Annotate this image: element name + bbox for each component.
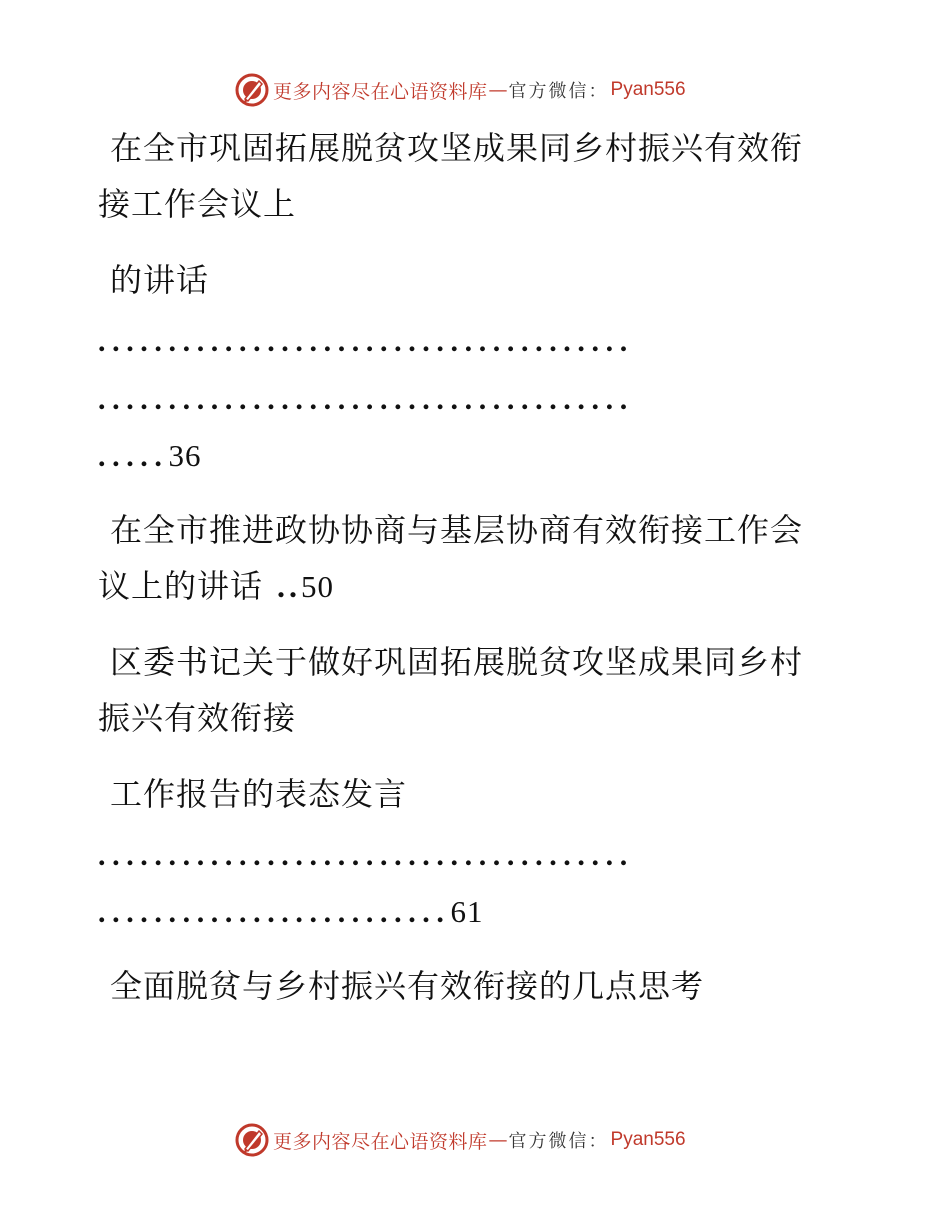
toc-entry-3-leader-1: ...................................... bbox=[98, 839, 634, 872]
toc-entry-2-title-line-2-row bbox=[98, 566, 858, 607]
toc-entry-3-leader-2-dots: ......................... bbox=[98, 896, 451, 929]
watermark-brand: 更多内容尽在心语资料库 bbox=[273, 80, 488, 103]
watermark-header bbox=[235, 72, 686, 108]
watermark-official-label: 官方微信： bbox=[508, 1131, 609, 1152]
toc-entry-3-title-line-1: 区委书记关于做好巩固拓展脱贫攻坚成果同乡村 bbox=[110, 643, 804, 681]
toc-entry-1-leader-1: ...................................... bbox=[98, 325, 634, 358]
toc-entry-1-title-line-2: 接工作会议上 bbox=[98, 185, 297, 223]
watermark-dash: — bbox=[488, 1129, 508, 1151]
toc-entry-3-page-number: 61 bbox=[450, 894, 484, 929]
watermark-footer bbox=[235, 1122, 686, 1158]
toc-entry-1-title-line-3: 的讲话 bbox=[110, 261, 210, 299]
watermark-brand: 更多内容尽在心语资料库 bbox=[273, 1130, 488, 1153]
toc-entry-2-page-number: 50 bbox=[301, 569, 335, 604]
toc-entry-3-leader-2 bbox=[98, 892, 858, 933]
watermark-dash: — bbox=[488, 79, 508, 101]
toc-entry-1-title-line-1: 在全市巩固拓展脱贫攻坚成果同乡村振兴有效衔 bbox=[110, 129, 804, 167]
toc-entry-1-leader-3-dots: ..... bbox=[98, 440, 169, 473]
toc-entry-2-title-line-1: 在全市推进政协协商与基层协商有效衔接工作会 bbox=[110, 511, 804, 549]
toc-entry-1-page-number: 36 bbox=[168, 438, 202, 473]
toc-entry-3-title-line-2: 振兴有效衔接 bbox=[98, 699, 297, 737]
toc-entry-2-leader: .. bbox=[277, 568, 302, 604]
toc-entry-1-leader-3 bbox=[98, 436, 858, 477]
pen-logo-icon bbox=[235, 73, 269, 107]
toc-entry-3-title-line-3: 工作报告的表态发言 bbox=[110, 775, 408, 813]
watermark-wechat-id: Pyan556 bbox=[610, 1129, 686, 1150]
watermark-official-label: 官方微信： bbox=[508, 81, 609, 102]
toc-entry-1-leader-2: ...................................... bbox=[98, 383, 634, 416]
watermark-wechat-id: Pyan556 bbox=[610, 79, 686, 100]
toc-entry-4-title-line-1: 全面脱贫与乡村振兴有效衔接的几点思考 bbox=[110, 967, 705, 1005]
toc-entry-2-title-line-2: 议上的讲话 bbox=[98, 567, 264, 605]
pen-logo-icon bbox=[235, 1123, 269, 1157]
